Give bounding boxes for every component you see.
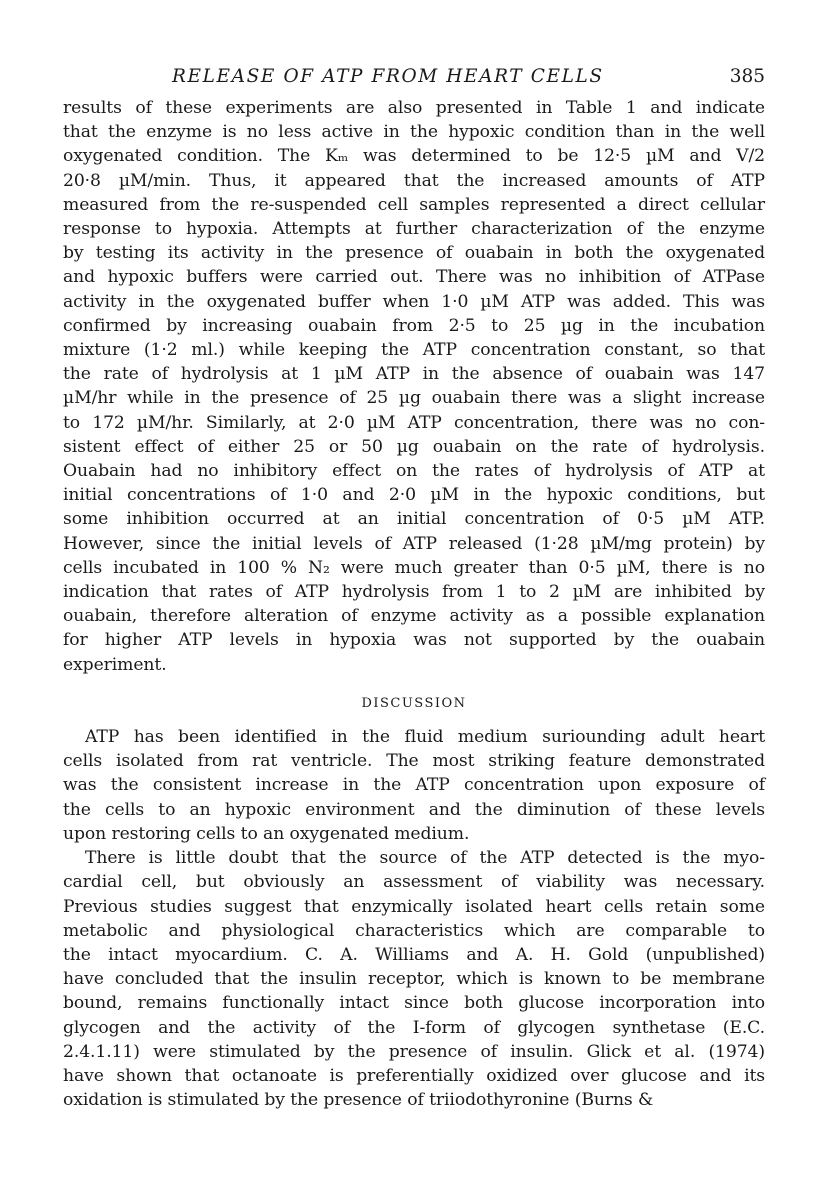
text-line: cardial cell, but obviously an assessment of viability was necessary.: [63, 872, 765, 893]
text-line: 2.4.1.11) were stimulated by the presence of insulin. Glick et al. (1974): [63, 1041, 765, 1062]
text-line: However, since the initial levels of ATP released (1·28 µM/mg protein) by: [63, 533, 765, 554]
running-head-title: RELEASE OF ATP FROM HEART CELLS: [172, 66, 604, 87]
text-line: that the enzyme is no less active in the hypoxic condition than in the well: [63, 122, 765, 143]
text-line: experiment.: [63, 654, 167, 675]
text-line: the intact myocardium. C. A. Williams and A. H. Gold (unpublished): [63, 944, 765, 965]
text-line: the rate of hydrolysis at 1 µM ATP in the absence of ouabain was 147: [63, 364, 765, 385]
text-line: was the consistent increase in the ATP concentration upon exposure of: [63, 775, 765, 796]
text-line: for higher ATP levels in hypoxia was not supported by the ouabain: [63, 630, 765, 651]
text-line: bound, remains functionally intact since both glucose incorporation into: [63, 993, 765, 1014]
text-line: some inhibition occurred at an initial concentration of 0·5 µM ATP.: [63, 509, 765, 530]
text-line: initial concentrations of 1·0 and 2·0 µM in the hypoxic conditions, but: [63, 485, 765, 506]
text-line: µM/hr while in the presence of 25 µg ouabain there was a slight increase: [63, 388, 765, 409]
text-line: oxygenated condition. The Kₘ was determined to be 12·5 µM and V/2: [63, 146, 765, 167]
text-line: results of these experiments are also presented in Table 1 and indicate: [63, 98, 765, 118]
text-line: upon restoring cells to an oxygenated medium.: [63, 823, 470, 844]
text-line: Previous studies suggest that enzymically isolated heart cells retain some: [63, 896, 765, 917]
text-line: the cells to an hypoxic environment and the diminution of these levels: [63, 799, 765, 820]
text-line: cells incubated in 100 % N₂ were much greater than 0·5 µM, there is no: [63, 557, 765, 578]
page-number: 385: [729, 66, 765, 87]
text-line: 20·8 µM/min. Thus, it appeared that the increased amounts of ATP: [63, 170, 765, 191]
text-line: have concluded that the insulin receptor, which is known to be membrane: [63, 969, 765, 990]
text-line: metabolic and physiological characteristics which are comparable to: [63, 920, 765, 941]
text-line: indication that rates of ATP hydrolysis from 1 to 2 µM are inhibited by: [63, 582, 765, 603]
text-line: to 172 µM/hr. Similarly, at 2·0 µM ATP concentration, there was no con-: [63, 412, 765, 433]
paragraph: [63, 725, 765, 846]
text-line: confirmed by increasing ouabain from 2·5 to 25 µg in the incubation: [63, 315, 765, 336]
text-line: glycogen and the activity of the I-form of glycogen synthetase (E.C.: [63, 1017, 765, 1038]
journal-page: [63, 66, 765, 1112]
text-line: mixture (1·2 ml.) while keeping the ATP concentration constant, so that: [63, 340, 765, 361]
text-line: There is little doubt that the source of the ATP detected is the myo-: [85, 848, 765, 869]
text-line: measured from the re-suspended cell samples represented a direct cellular: [63, 194, 765, 215]
paragraph: [63, 846, 765, 1112]
text-line: activity in the oxygenated buffer when 1·0 µM ATP was added. This was: [63, 291, 765, 312]
text-line: and hypoxic buffers were carried out. There was no inhibition of ATPase: [63, 267, 765, 288]
text-line: sistent effect of either 25 or 50 µg ouabain on the rate of hydrolysis.: [63, 436, 765, 457]
text-line: cells isolated from rat ventricle. The most striking feature demonstrated: [63, 751, 765, 772]
text-line: have shown that octanoate is preferentially oxidized over glucose and its: [63, 1065, 765, 1086]
text-line: response to hypoxia. Attempts at further characterization of the enzyme: [63, 219, 765, 240]
section-heading: DISCUSSION: [361, 695, 467, 711]
paragraph: [63, 96, 765, 677]
running-head: [63, 66, 765, 96]
text-line: ouabain, therefore alteration of enzyme activity as a possible explanation: [63, 606, 765, 627]
text-line: oxidation is stimulated by the presence of triiodothyronine (Burns &: [63, 1090, 654, 1111]
body-text: [63, 96, 765, 1112]
text-line: Ouabain had no inhibitory effect on the rates of hydrolysis of ATP at: [63, 461, 765, 482]
text-line: by testing its activity in the presence of ouabain in both the oxygenated: [63, 243, 765, 264]
text-line: ATP has been identified in the fluid medium suriounding adult heart: [85, 727, 765, 748]
